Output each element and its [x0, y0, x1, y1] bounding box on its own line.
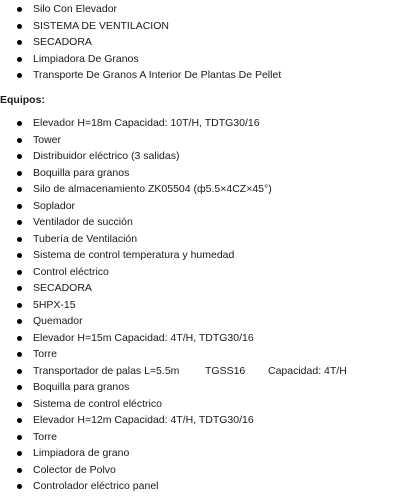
list-item: [0, 18, 281, 35]
bullet-icon: [17, 171, 22, 176]
list-item: [0, 198, 347, 215]
list-item: [0, 412, 347, 429]
list-item-text: Elevador H=15m Capacidad: 4T/H, TDTG30/16: [33, 331, 254, 344]
bullet-icon: [17, 138, 22, 143]
bullet-icon: [17, 73, 22, 78]
bullet-icon: [17, 435, 22, 440]
list-item-text: Silo Con Elevador: [33, 3, 118, 15]
list-item-text: Controlador eléctrico panel: [33, 480, 159, 492]
list-item-text: Tubería de Ventilación: [33, 232, 138, 245]
list-item: [0, 379, 347, 396]
bullet-icon: [17, 24, 22, 29]
top-process-list: [0, 1, 281, 84]
equipment-list: [0, 115, 347, 495]
list-item-text: 5HPX-15: [33, 298, 76, 311]
list-item-text: Tower: [33, 133, 62, 146]
list-item: [0, 132, 347, 149]
list-item: [0, 462, 347, 479]
list-item: [0, 330, 347, 347]
bullet-icon: [17, 319, 22, 324]
bullet-icon: [17, 286, 22, 291]
list-item-text: Elevador H=12m Capacidad: 4T/H, TDTG30/16: [33, 414, 254, 426]
list-item: [0, 51, 281, 68]
list-item-text: Soplador: [33, 199, 76, 212]
list-item-text: Limpiadora de grano: [33, 447, 130, 459]
list-item-text: Transportador de palas L=5.5m: [33, 364, 180, 377]
list-item: [0, 363, 347, 380]
list-item-text: Limpiadora De Granos: [33, 52, 139, 65]
transport-capacity: Capacidad: 4T/H: [268, 364, 347, 377]
list-item-text: Sistema de control temperatura y humedad: [33, 249, 235, 261]
bullet-icon: [17, 121, 22, 126]
bullet-icon: [17, 303, 22, 308]
list-item: [0, 67, 281, 84]
list-item-text: Boquilla para granos: [33, 166, 130, 179]
bullet-icon: [17, 468, 22, 473]
list-item: [0, 280, 347, 297]
list-item: [0, 429, 347, 446]
list-item-text: Distribuidor eléctrico (3 salidas): [33, 150, 180, 162]
list-item: [0, 313, 347, 330]
bullet-icon: [17, 402, 22, 407]
list-item-text: SECADORA: [33, 36, 92, 48]
bullet-icon: [17, 270, 22, 275]
bullet-icon: [17, 237, 22, 242]
bullet-icon: [17, 187, 22, 192]
list-item-text: SISTEMA DE VENTILACION: [33, 19, 169, 32]
list-item-text: Ventilador de succión: [33, 216, 133, 228]
bullet-icon: [17, 369, 22, 374]
list-item: [0, 148, 347, 165]
bullet-icon: [17, 352, 22, 357]
bullet-icon: [17, 336, 22, 341]
bullet-icon: [17, 484, 22, 489]
bullet-icon: [17, 385, 22, 390]
list-item-text: Colector de Polvo: [33, 463, 116, 476]
bullet-icon: [17, 154, 22, 159]
section-heading: Equipos:: [0, 94, 45, 106]
list-item: [0, 346, 347, 363]
list-item: [0, 1, 281, 18]
list-item-text: Sistema de control eléctrico: [33, 397, 162, 410]
list-item-text: Silo de almacenamiento ZK05504 (ф5.5×4CZ×45°): [33, 183, 272, 195]
list-item: [0, 231, 347, 248]
bullet-icon: [17, 204, 22, 209]
list-item: [0, 478, 347, 495]
bullet-icon: [17, 253, 22, 258]
transport-model: TGSS16: [205, 364, 246, 377]
list-item-text: Quemador: [33, 315, 83, 327]
list-item: [0, 214, 347, 231]
list-item: [0, 165, 347, 182]
list-item: [0, 181, 347, 198]
list-item-text: Transporte De Granos A Interior De Plantas De Pellet: [33, 69, 282, 81]
list-item-text: Torre: [33, 348, 57, 360]
list-item: [0, 34, 281, 51]
bullet-icon: [17, 40, 22, 45]
list-item: [0, 297, 347, 314]
bullet-icon: [17, 451, 22, 456]
list-item-text: Torre: [33, 430, 57, 443]
bullet-icon: [17, 220, 22, 225]
list-item: [0, 247, 347, 264]
bullet-icon: [17, 57, 22, 62]
list-item-text: Boquilla para granos: [33, 381, 130, 393]
list-item-text: SECADORA: [33, 282, 92, 294]
list-item: [0, 115, 347, 132]
list-item: [0, 264, 347, 281]
bullet-icon: [17, 418, 22, 423]
list-item: [0, 396, 347, 413]
bullet-icon: [17, 7, 22, 12]
list-item-text: Control eléctrico: [33, 265, 109, 278]
list-item-text: Elevador H=18m Capacidad: 10T/H, TDTG30/16: [33, 117, 260, 129]
list-item: [0, 445, 347, 462]
